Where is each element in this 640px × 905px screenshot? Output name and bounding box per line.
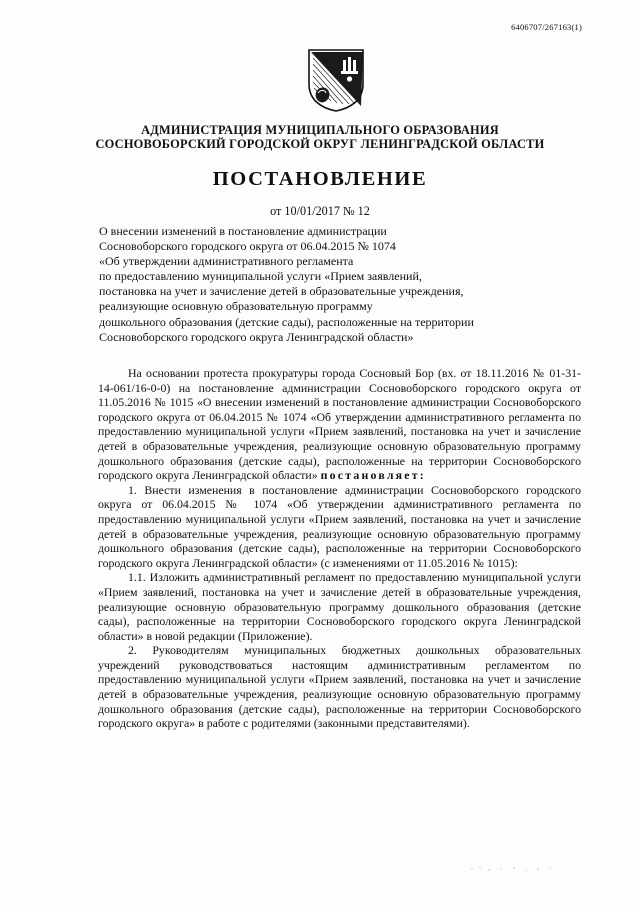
preamble-paragraph (98, 366, 581, 483)
subject-line: Сосновоборского городского округа от 06.04.2015 № 1074 (99, 239, 396, 254)
organization-name-line2: СОСНОВОБОРСКИЙ ГОРОДСКОЙ ОКРУГ ЛЕНИНГРАДСКОЙ ОБЛАСТИ (95, 137, 545, 151)
subject-line: реализующие основную образовательную программу (99, 299, 373, 314)
coat-of-arms-icon (307, 48, 365, 112)
document-body (98, 366, 581, 731)
subject-line: постановка на учет и зачисление детей в образовательные учреждения, (99, 284, 464, 299)
item-2-paragraph: 2. Руководителям муниципальных бюджетных дошкольных образовательных учреждений руководствоваться настоящим административным регламентом по предоставлению муниципальной услуги «Прием заявлений, постановка на учет и зачисление детей в образовательные учреждения, реализующие основную образовательную программу дошкольного образования (детские сады), расположенные на территории Сосновоборского городского округа» в работе с родителями (законными представителями). (98, 643, 581, 731)
subject-line: Сосновоборского городского округа Ленинградской области» (99, 329, 414, 344)
subject-line: по предоставлению муниципальной услуги «Прием заявлений, (99, 269, 422, 284)
subject-line: дошкольного образования (детские сады), расположенные на территории (99, 314, 474, 329)
subject-line: О внесении изменений в постановление администрации (99, 224, 387, 238)
subject-line: «Об утверждении административного регламента (99, 254, 354, 269)
subject-block (99, 224, 539, 345)
document-date-number: от 10/01/2017 № 12 (270, 204, 370, 218)
item-1-1-paragraph: 1.1. Изложить административный регламент по предоставлению муниципальной услуги «Прием заявлений, постановка на учет и зачисление детей в образовательные учреждения, реализующие основную образовательную программу дошкольного образования (детские сады), расположенные на территории Сосновоборского городского округа Ленинградской области» в новой редакции (Приложение). (98, 570, 581, 643)
preamble-text: На основании протеста прокуратуры города Сосновый Бор (вх. от 18.11.2016 № 01-31-14-061/16-0-0) на постановление администрации Сосновоборского городского округа от 11.05.2016 № 1015 «О внесении изменений в постановление администрации Сосновоборского городского округа от 06.04.2015 № 1074 «Об утверждении административного регламента по предоставлению муниципальной услуги «Прием заявлений, постановка на учет и зачисление детей в образовательные учреждения, реализующие основную образовательную программу дошкольного образования (детские сады), расположенные на территории Сосновоборского городского округа Ленинградской области» (98, 366, 581, 483)
organization-name-line1: АДМИНИСТРАЦИЯ МУНИЦИПАЛЬНОГО ОБРАЗОВАНИЯ (141, 123, 499, 137)
item-1-paragraph: 1. Внести изменения в постановление администрации Сосновоборского городского округа от 06.04.2015 № 1074 «Об утверждении административного регламента по предоставлению муниципальной услуги «Прием заявлений, постановка на учет и зачисление детей в образовательные учреждения, реализующие основную образовательную программу дошкольного образования (детские сады), расположенные на территории Сосновоборского городского округа Ленинградской области» (с изменениями от 11.05.2016 № 1015): (98, 482, 581, 570)
scan-noise (468, 864, 558, 874)
document-number: 6406707/267163(1) (511, 22, 582, 32)
document-title: ПОСТАНОВЛЕНИЕ (212, 168, 428, 190)
decree-word: постановляет: (320, 468, 426, 483)
